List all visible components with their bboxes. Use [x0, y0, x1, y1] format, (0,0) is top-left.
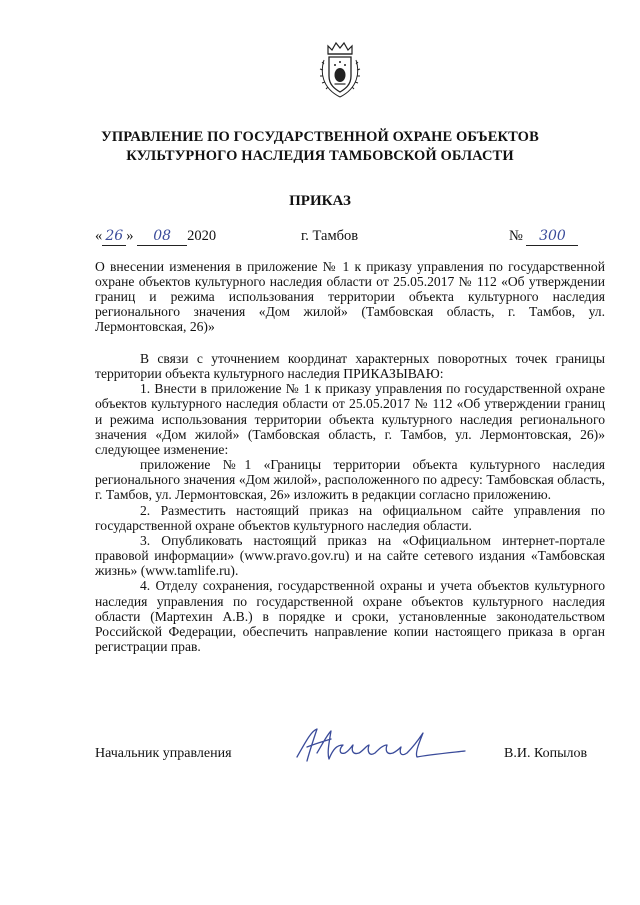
number-label: №	[509, 228, 523, 244]
document-subject: О внесении изменения в приложение № 1 к приказу управления по государственной охране объектов культурного наследия области от 25.05.2017 № 112 «Об утверждении границ и режима использования территории объекта культурного наследия регионального значения «Дом жилой» (Тамбовская область, г. Тамбов, ул. Лермонтовская, 26)»	[95, 259, 605, 334]
item-1-sub-paragraph: приложение №1 «Границы территории объекта культурного наследия регионального значения «Дом жилой», расположенного по адресу: Тамбовская область, г. Тамбов, ул. Лермонтовская, 26» изложить в редакции согласно приложению.	[95, 457, 605, 503]
number-value: 300	[539, 228, 566, 244]
document-type-title: ПРИКАЗ	[289, 193, 351, 209]
signature-icon	[287, 723, 467, 768]
date-year: 2020	[187, 228, 217, 244]
date-day: 26	[105, 228, 124, 244]
date-close-quote: »	[126, 228, 134, 244]
document-number	[509, 228, 578, 246]
item-2-paragraph: 2. Разместить настоящий приказ на официальном сайте управления по государственной охране объектов культурного наследия области.	[95, 502, 605, 533]
coat-of-arms-icon	[319, 40, 361, 100]
date-field	[95, 228, 216, 246]
document-city: г. Тамбов	[301, 228, 359, 244]
preamble-paragraph: В связи с уточнением координат характерных поворотных точек границы территории объекта культурного наследия ПРИКАЗЫВАЮ:	[95, 351, 605, 382]
date-open-quote: «	[95, 228, 103, 244]
signer-name: В.И. Копылов	[504, 746, 588, 761]
item-3-paragraph: 3. Опубликовать настоящий приказ на «Официальном интернет-портале правовой информации» (www.pravo.gov.ru) и на сайте сетевого издания «Тамбовская жизнь» (www.tamlife.ru).	[95, 532, 605, 579]
organization-line-1: УПРАВЛЕНИЕ ПО ГОСУДАРСТВЕННОЙ ОХРАНЕ ОБЪЕКТОВ	[101, 129, 539, 145]
organization-line-2: КУЛЬТУРНОГО НАСЛЕДИЯ ТАМБОВСКОЙ ОБЛАСТИ	[126, 148, 514, 164]
date-month: 08	[153, 228, 172, 244]
item-4-paragraph: 4. Отделу сохранения, государственной охраны и учета объектов культурного наследия управления по государственной охране объектов культурного наследия области (Мартехин А.В.) в порядке и сроки, установленные законодательством Российской Федерации, обеспечить направление копии настоящего приказа в орган регистрации прав.	[95, 578, 605, 654]
signer-position: Начальник управления	[95, 746, 232, 761]
document-body	[95, 351, 605, 654]
item-1-paragraph: 1. Внести в приложение № 1 к приказу управления по государственной охране объектов культурного наследия области от 25.05.2017 № 112 «Об утверждении границ и режима использования территории объекта культурного наследия регионального значения «Дом жилой» (Тамбовская область, г. Тамбов, ул. Лермонтовская, 26)» следующее изменение:	[95, 381, 605, 457]
organization-name	[60, 128, 580, 166]
